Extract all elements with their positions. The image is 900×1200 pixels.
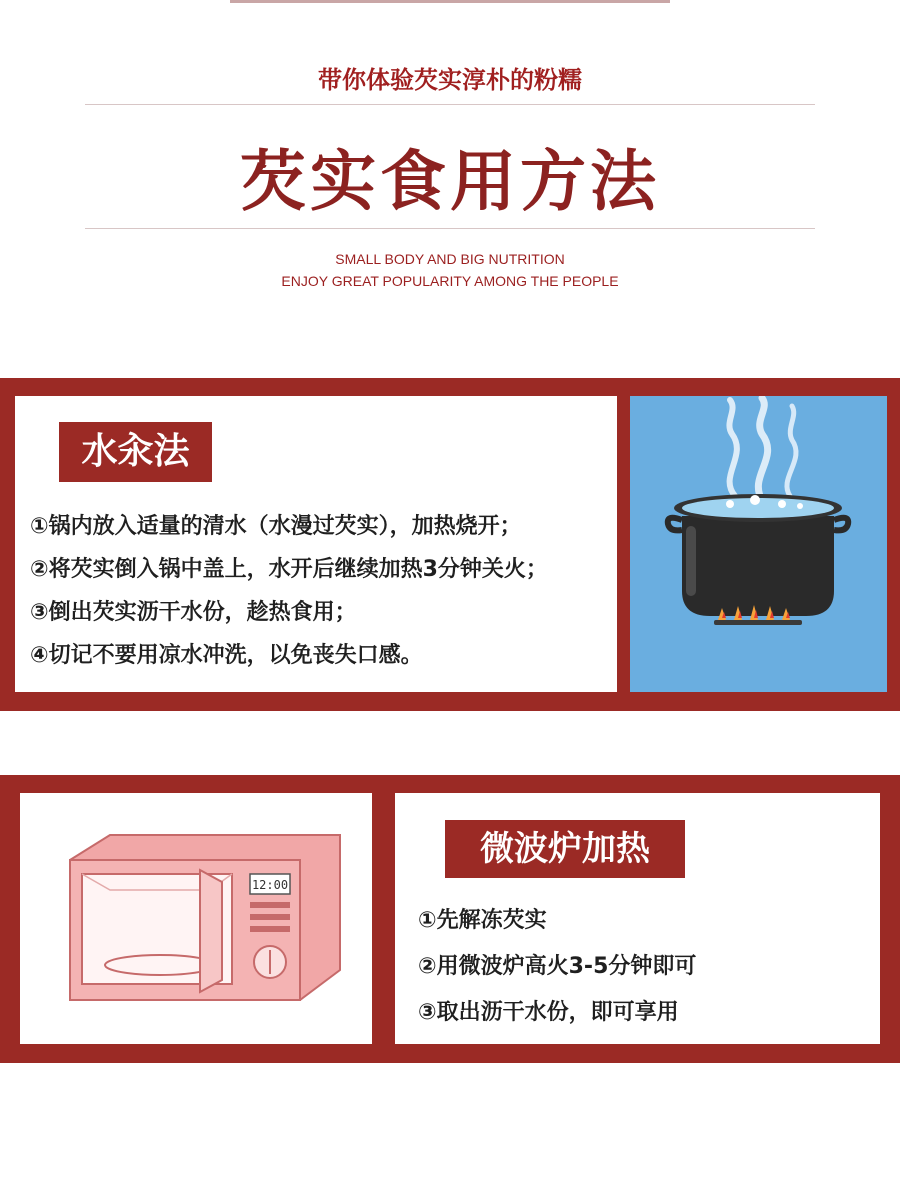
- method1-steps: [30, 505, 548, 677]
- method2-steps: [418, 898, 696, 1036]
- method2-step: ①先解冻芡实: [418, 908, 547, 933]
- page-title: 芡实食用方法: [240, 143, 660, 220]
- method2-step: ②用微波炉高火3-5分钟即可: [418, 954, 697, 979]
- page-subtitle: 带你体验芡实淳朴的粉糯: [318, 66, 582, 94]
- microwave-clock: 12:00: [251, 878, 289, 892]
- top-divider: [230, 0, 670, 3]
- title-rule-top: [85, 104, 815, 105]
- method1-step: ②将芡实倒入锅中盖上，水开后继续加热3分钟关火；: [30, 557, 548, 582]
- english-tagline-1: SMALL BODY AND BIG NUTRITION: [335, 251, 565, 267]
- method1-step: ③倒出芡实沥干水份，趁热食用；: [30, 600, 357, 625]
- english-tagline-2: ENJOY GREAT POPULARITY AMONG THE PEOPLE: [281, 273, 619, 289]
- method1-heading: 水汆法: [59, 422, 212, 482]
- microwave-icon: [50, 830, 360, 1030]
- method1-step: ④切记不要用凉水冲洗，以免丧失口感。: [30, 643, 423, 668]
- method2-step: ③取出沥干水份，即可享用: [418, 1000, 679, 1025]
- method1-step: ①锅内放入适量的清水（水漫过芡实），加热烧开；: [30, 514, 522, 539]
- title-rule-bottom: [85, 228, 815, 229]
- boiling-pot-icon: [630, 396, 887, 692]
- method2-heading: 微波炉加热: [445, 820, 685, 878]
